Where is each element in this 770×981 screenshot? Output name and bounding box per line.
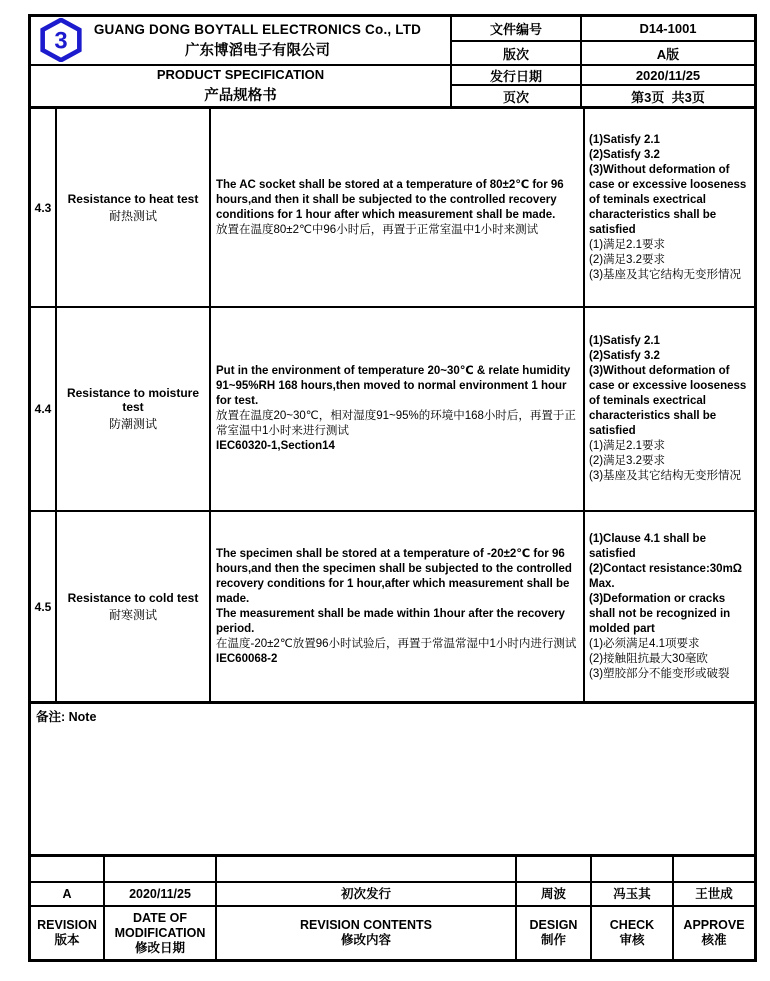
requirement-line: (2)满足3.2要求 — [589, 455, 666, 467]
requirement-line: (2)满足3.2要求 — [589, 253, 666, 266]
revision-empty-cell — [672, 857, 754, 881]
col-header-cn: 修改日期 — [134, 940, 185, 955]
requirement-line: (1)满足2.1要求 — [589, 238, 666, 251]
col-header-cn: 核准 — [701, 933, 727, 947]
requirement-line: (3)Without deformation of case or excessive looseness of teminals exectrical characteristics shall be satisfied — [589, 365, 747, 437]
test-number: 4.5 — [34, 599, 52, 614]
revision-code: A — [31, 881, 103, 905]
description-line: IEC60320-1,Section14 — [216, 440, 335, 452]
test-number: 4.3 — [34, 200, 52, 215]
revision-date: 2020/11/25 — [103, 881, 215, 905]
document-title-en: PRODUCT SPECIFICATION — [156, 67, 325, 82]
test-name — [55, 512, 209, 701]
test-description — [209, 109, 583, 306]
col-header-cn: 版本 — [54, 933, 80, 947]
col-header-en: DESIGN — [529, 918, 578, 932]
meta-value-doc-number: D14-1001 — [580, 17, 754, 40]
requirement-line: (3)基座及其它结构无变形情况 — [589, 268, 742, 281]
requirement-line: (3)塑胶部分不能变形或破裂 — [589, 667, 730, 680]
description-line: 放置在温度20~30℃，相对湿度91~95%的环境中168小时后，再置于正常室温中1小时来进行测试 — [216, 410, 576, 437]
test-name-en: Resistance to moisture test — [66, 386, 200, 414]
meta-label-doc-number: 文件编号 — [450, 17, 580, 40]
requirement-line: (3)Without deformation of case or excessive looseness of teminals exectrical characteristics shall be satisfied — [589, 163, 747, 236]
test-name — [55, 109, 209, 306]
revision-designer: 周波 — [515, 881, 590, 905]
meta-value-issue-date: 2020/11/25 — [580, 64, 754, 84]
note-section — [31, 701, 754, 854]
document-title-cell — [31, 64, 450, 106]
revision-col-header — [103, 905, 215, 959]
revision-approver: 王世成 — [672, 881, 754, 905]
description-line: The specimen shall be stored at a temperature of -20±2℃ for 96 hours,and then the specimen shall be subjected to the controlled recovery conditions for 1 hour,after which measurement shall be made. — [216, 547, 572, 605]
test-description — [209, 308, 583, 510]
revision-empty-cell — [515, 857, 590, 881]
requirement-line: (1)Satisfy 2.1 — [589, 133, 660, 146]
revision-empty-cell — [215, 857, 515, 881]
document-title-cn: 产品规格书 — [204, 88, 277, 104]
col-header-en: APPROVE — [683, 918, 745, 932]
test-requirements — [583, 512, 754, 701]
test-requirements — [583, 308, 754, 510]
meta-label-page: 页次 — [450, 84, 580, 106]
description-line: 放置在温度80±2℃中96小时后，再置于正常室温中1小时来测试 — [216, 223, 539, 236]
meta-label-version: 版次 — [450, 40, 580, 64]
revision-col-header — [215, 905, 515, 959]
description-line: The measurement shall be made within 1hour after the recovery period. — [216, 607, 565, 635]
logo-glyph: 3 — [54, 27, 68, 55]
description-line: Put in the environment of temperature 20~30℃ & relate humidity 91~95%RH 168 hours,then moved to normal environment 1 hour for test. — [216, 365, 571, 407]
company-logo-icon — [38, 18, 84, 62]
revision-checker: 冯玉其 — [590, 881, 672, 905]
requirement-line: (2)Contact resistance:30mΩ Max. — [589, 562, 743, 590]
company-name-cn: 广东博滔电子有限公司 — [185, 42, 330, 59]
document-frame — [28, 14, 757, 962]
company-name-en: GUANG DONG BOYTALL ELECTRONICS Co., LTD — [93, 21, 422, 37]
description-line: IEC60068-2 — [216, 652, 278, 665]
requirement-line: (1)Clause 4.1 shall be satisfied — [589, 532, 706, 560]
test-row-moisture — [31, 306, 754, 510]
test-description — [209, 512, 583, 701]
company-header-cell — [31, 17, 450, 64]
requirement-line: (2)Satisfy 3.2 — [589, 148, 660, 161]
requirement-line: (3)基座及其它结构无变形情况 — [589, 470, 742, 482]
revision-col-header — [590, 905, 672, 959]
col-header-cn: 审核 — [619, 933, 645, 947]
revision-empty-cell — [31, 857, 103, 881]
requirement-line: (2)接触阻抗最大30毫欧 — [589, 652, 708, 665]
requirement-line: (3)Deformation or cracks shall not be recognized in molded part — [589, 592, 731, 635]
revision-empty-cell — [103, 857, 215, 881]
test-name-cn: 耐寒测试 — [108, 607, 157, 622]
requirement-line: (1)必须满足4.1项要求 — [589, 637, 700, 650]
test-name — [55, 308, 209, 510]
revision-col-header — [31, 905, 103, 959]
col-header-cn: 制作 — [540, 933, 566, 947]
revision-col-header — [672, 905, 754, 959]
test-name-en: Resistance to cold test — [67, 590, 199, 605]
meta-label-issue-date: 发行日期 — [450, 64, 580, 84]
revision-contents: 初次发行 — [215, 881, 515, 905]
description-line: 在温度-20±2℃放置96小时试验后，再置于常温常湿中1小时内进行测试 — [216, 637, 577, 650]
meta-value-page: 第3页 共3页 — [580, 84, 754, 106]
test-name-cn: 耐热测试 — [108, 208, 157, 223]
test-row-heat — [31, 109, 754, 306]
col-header-en: REVISION — [37, 918, 97, 932]
test-spec-table — [31, 106, 754, 701]
meta-value-version: A版 — [580, 40, 754, 64]
test-row-cold — [31, 510, 754, 701]
requirement-line: (1)满足2.1要求 — [589, 440, 666, 452]
revision-empty-cell — [590, 857, 672, 881]
test-name-en: Resistance to heat test — [67, 191, 199, 206]
note-label: 备注: Note — [36, 710, 97, 724]
requirement-line: (1)Satisfy 2.1 — [589, 335, 660, 347]
col-header-en: CHECK — [609, 918, 655, 932]
document-header — [31, 17, 754, 106]
col-header-en: DATE OF MODIFICATION — [114, 910, 206, 940]
revision-col-header — [515, 905, 590, 959]
requirement-line: (2)Satisfy 3.2 — [589, 350, 660, 362]
test-requirements — [583, 109, 754, 306]
description-line: The AC socket shall be stored at a temperature of 80±2℃ for 96 hours,and then it shall be subjected to the controlled recovery conditions for 1 hour after which measurement shall be made. — [216, 178, 564, 221]
test-number: 4.4 — [34, 402, 52, 416]
test-name-cn: 防潮测试 — [108, 417, 157, 431]
col-header-en: REVISION CONTENTS — [300, 918, 432, 932]
revision-table — [31, 854, 754, 959]
col-header-cn: 修改内容 — [340, 933, 391, 947]
